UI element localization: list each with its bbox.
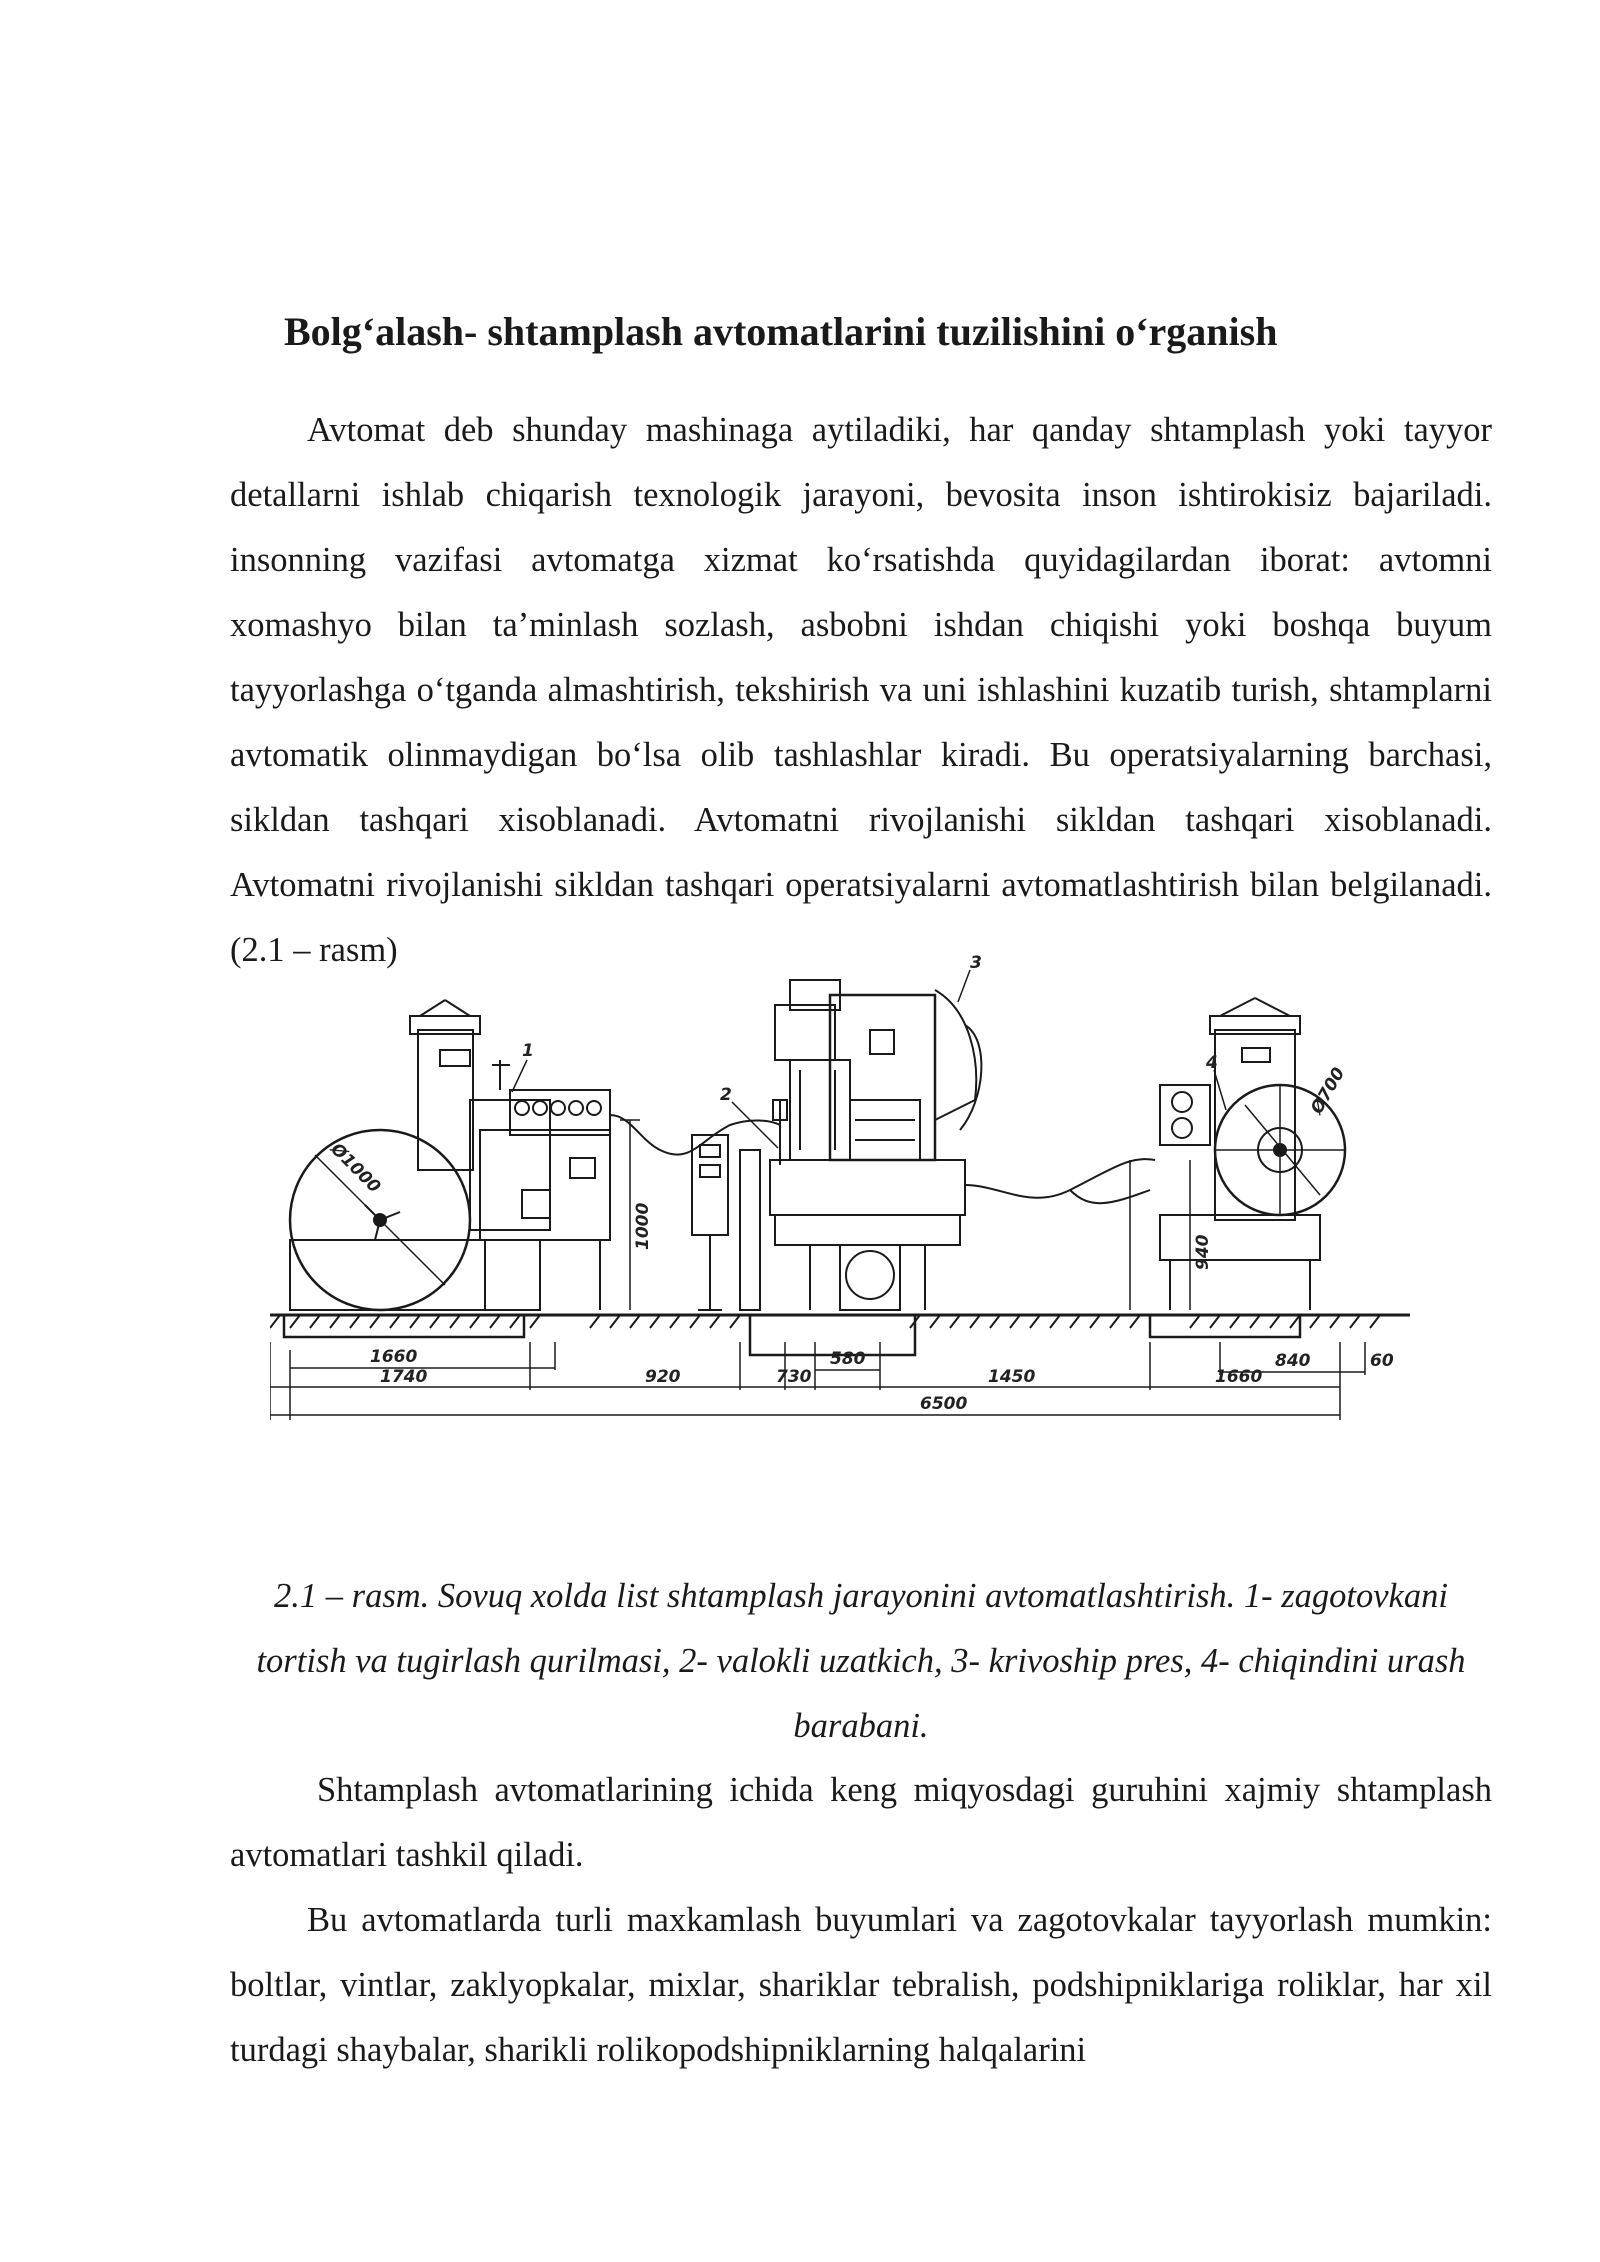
dim-1450: 1450 <box>988 1367 1036 1387</box>
body-paragraph-1: Avtomat deb shunday mashinaga aytiladiki, har qanday shtamplash yoki tayyor detallarni ishlab chiqarish texnologik jarayoni, bevosita inson ishtirokisiz bajariladi. insonning vazifasi avtomatga xizmat ko‘rsatishda quyidagilardan iborat: avtomni xomashyo bilan ta’minlash sozlash, asbobni ishdan chiqishi yoki boshqa buyum tayyorlashga o‘tganda almashtirish, tekshirish va uni ishlashini kuzatib turish, shtamplarni avtomatik olinmaydigan bo‘lsa olib tashlashlar kiradi. Bu operatsiyalarning barchasi, sikldan tashqari xisoblanadi. Avtomatni rivojlanishi sikldan tashqari xisoblanadi. Avtomatni rivojlanishi sikldan tashqari operatsiyalarni avtomatlashtirish bilan belgilanadi. (2.1 – rasm) <box>230 411 1492 969</box>
figure-caption: 2.1 – rasm. Sovuq xolda list shtamplash jarayonini avtomatlashtirish. 1- zagotovkani tortish va tugirlash qurilmasi, 2- valokli uzatkich, 3- krivoship pres, 4- chiqindini urash barabani. <box>256 1577 1466 1745</box>
stamping-line-drawing <box>270 950 1410 1450</box>
dim-6500: 6500 <box>920 1394 968 1414</box>
dim-920: 920 <box>645 1367 681 1387</box>
dim-1740: 1740 <box>380 1367 428 1387</box>
dim-1660-left: 1660 <box>370 1347 418 1367</box>
body-paragraph-3: Bu avtomatlarda turli maxkamlash buyumlari va zagotovkalar tayyorlash mumkin: boltlar, vintlar, zaklyopkalar, mixlar, shariklar tebralish, podshipniklariga roliklar, har xil turdagi shaybalar, sharikli rolikopodshipniklarning halqalarini <box>230 1901 1492 2069</box>
page-title: Bolg‘alash- shtamplash avtomatlarini tuzilishini o‘rganish <box>284 309 1278 354</box>
callout-1: 1 <box>522 1041 534 1061</box>
label-diameter-1000: Ø1000 <box>326 1139 385 1198</box>
body-paragraph-2: Shtamplash avtomatlarining ichida keng miqyosdagi guruhini xajmiy shtamplash avtomatlari tashkil qiladi. <box>230 1771 1492 1874</box>
label-diameter-700: Ø700 <box>1307 1064 1350 1118</box>
figure-stamping-line <box>270 950 1410 1450</box>
dim-840: 840 <box>1275 1351 1311 1371</box>
label-height-1000: 1000 <box>633 1202 653 1250</box>
callout-3: 3 <box>970 953 982 973</box>
dim-60: 60 <box>1370 1351 1394 1371</box>
dim-580: 580 <box>830 1349 866 1369</box>
label-height-940: 940 <box>1193 1234 1213 1270</box>
dim-730: 730 <box>776 1367 812 1387</box>
dim-1660-right: 1660 <box>1215 1367 1263 1387</box>
callout-2: 2 <box>720 1085 732 1105</box>
callout-4: 4 <box>1206 1053 1218 1073</box>
